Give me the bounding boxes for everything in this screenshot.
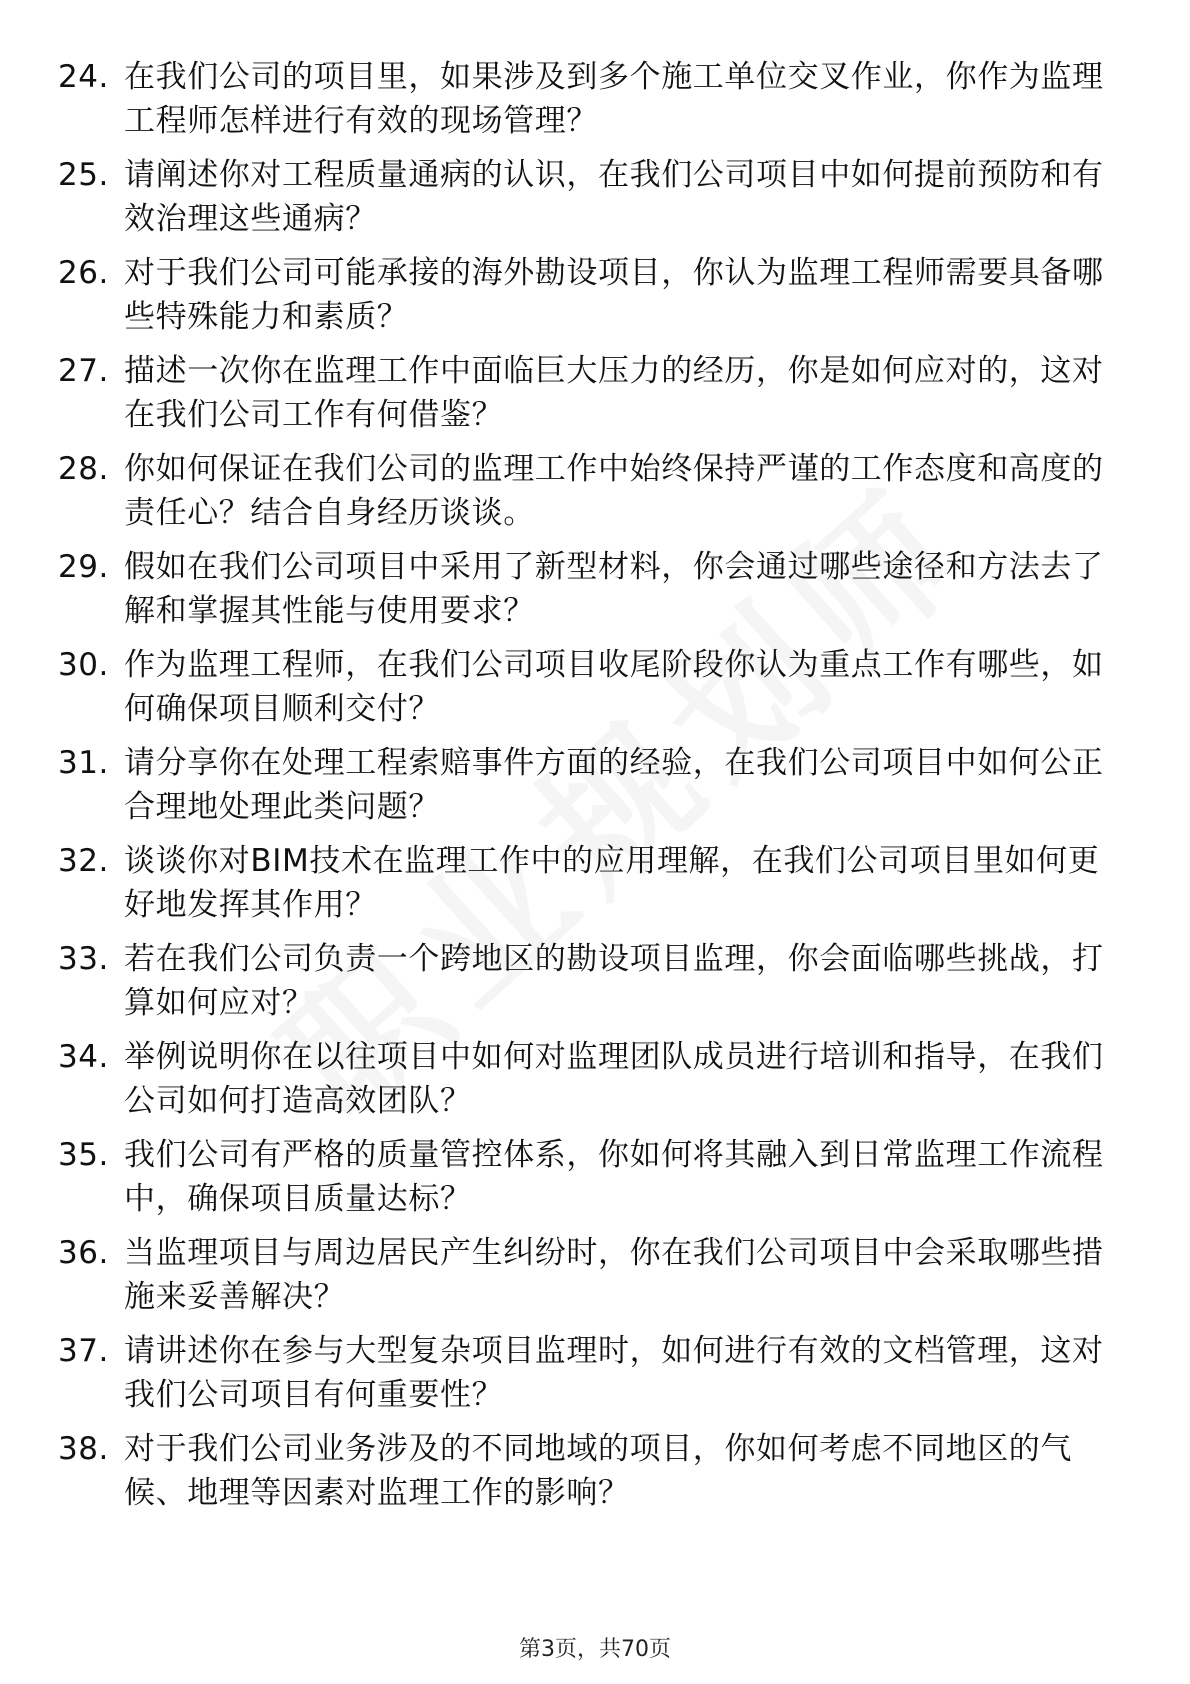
question-number: 34. xyxy=(58,1039,109,1075)
question-number: 36. xyxy=(58,1235,109,1271)
question-text: 对于我们公司可能承接的海外勘设项目，你认为监理工程师需要具备哪些特殊能力和素质？ xyxy=(124,255,1104,335)
list-item xyxy=(58,1133,1123,1231)
list-item xyxy=(58,643,1123,741)
question-text: 请阐述你对工程质量通病的认识，在我们公司项目中如何提前预防和有效治理这些通病？ xyxy=(124,157,1104,237)
list-item xyxy=(58,1427,1123,1525)
question-text: 若在我们公司负责一个跨地区的勘设项目监理，你会面临哪些挑战，打算如何应对？ xyxy=(124,941,1104,1021)
question-text: 谈谈你对BIM技术在监理工作中的应用理解，在我们公司项目里如何更好地发挥其作用？ xyxy=(124,843,1100,923)
list-item xyxy=(58,937,1123,1035)
list-item xyxy=(58,55,1123,153)
question-text: 当监理项目与周边居民产生纠纷时，你在我们公司项目中会采取哪些措施来妥善解决？ xyxy=(124,1235,1104,1315)
question-number: 26. xyxy=(58,255,109,291)
list-item xyxy=(58,153,1123,251)
list-item xyxy=(58,349,1123,447)
list-item xyxy=(58,1035,1123,1133)
question-number: 25. xyxy=(58,157,109,193)
question-number: 29. xyxy=(58,549,109,585)
question-number: 38. xyxy=(58,1431,109,1467)
question-number: 33. xyxy=(58,941,109,977)
question-number: 37. xyxy=(58,1333,109,1369)
question-list xyxy=(58,55,1123,1525)
list-item xyxy=(58,1329,1123,1427)
question-number: 24. xyxy=(58,59,109,95)
list-item xyxy=(58,251,1123,349)
question-number: 28. xyxy=(58,451,109,487)
question-number: 31. xyxy=(58,745,109,781)
list-item xyxy=(58,447,1123,545)
question-text: 假如在我们公司项目中采用了新型材料，你会通过哪些途径和方法去了解和掌握其性能与使用要求？ xyxy=(124,549,1104,629)
question-text: 描述一次你在监理工作中面临巨大压力的经历，你是如何应对的，这对在我们公司工作有何借鉴？ xyxy=(124,353,1104,433)
question-text: 请讲述你在参与大型复杂项目监理时，如何进行有效的文档管理，这对我们公司项目有何重要性？ xyxy=(124,1333,1104,1413)
question-text: 你如何保证在我们公司的监理工作中始终保持严谨的工作态度和高度的责任心？结合自身经历谈谈。 xyxy=(124,451,1104,531)
question-text: 请分享你在处理工程索赔事件方面的经验，在我们公司项目中如何公正合理地处理此类问题？ xyxy=(124,745,1104,825)
question-text: 在我们公司的项目里，如果涉及到多个施工单位交叉作业，你作为监理工程师怎样进行有效的现场管理？ xyxy=(124,59,1104,139)
question-number: 27. xyxy=(58,353,109,389)
question-text: 对于我们公司业务涉及的不同地域的项目，你如何考虑不同地区的气候、地理等因素对监理工作的影响？ xyxy=(124,1431,1072,1511)
list-item xyxy=(58,1231,1123,1329)
question-text: 我们公司有严格的质量管控体系，你如何将其融入到日常监理工作流程中，确保项目质量达标？ xyxy=(124,1137,1104,1217)
question-text: 举例说明你在以往项目中如何对监理团队成员进行培训和指导，在我们公司如何打造高效团队？ xyxy=(124,1039,1104,1119)
question-text: 作为监理工程师，在我们公司项目收尾阶段你认为重点工作有哪些，如何确保项目顺利交付？ xyxy=(124,647,1104,727)
page-number: 第3页，共70页 xyxy=(519,1637,671,1662)
list-item xyxy=(58,741,1123,839)
list-item xyxy=(58,839,1123,937)
question-number: 30. xyxy=(58,647,109,683)
list-item xyxy=(58,545,1123,643)
question-number: 35. xyxy=(58,1137,109,1173)
question-number: 32. xyxy=(58,843,109,879)
